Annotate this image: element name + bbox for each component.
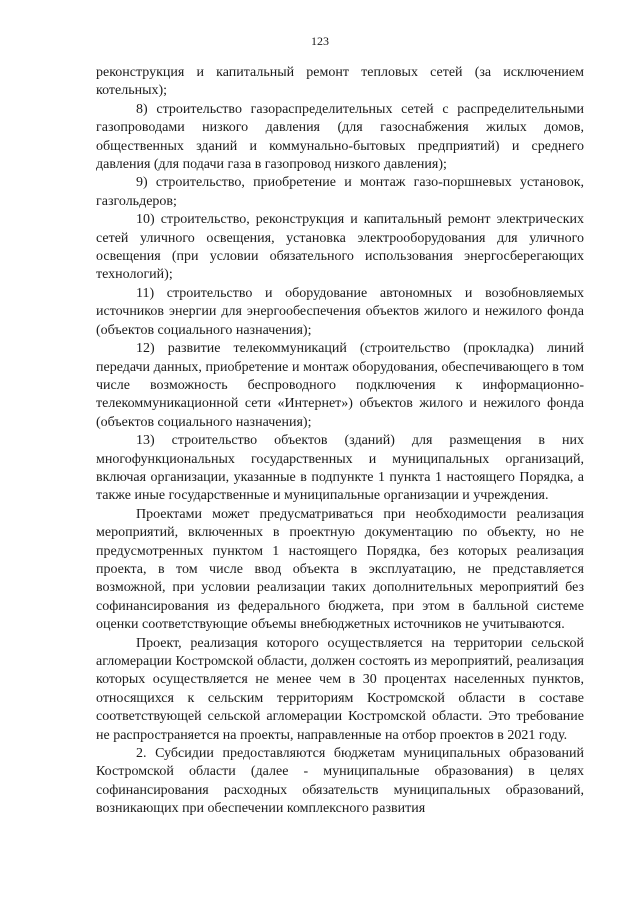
paragraph-item-8: 8) строительство газораспределительных сетей с распределительными газопроводами низкого давления (для газоснабжения жилых домов, общественных зданий и коммунально-бытовых предприятий) и среднего давления (для подачи газа в газопровод низкого давления);	[96, 101, 584, 173]
paragraph-section-2: 2. Субсидии предоставляются бюджетам муниципальных образований Костромской области (далее - муниципальные образования) в целях софинансирования расходных обязательств муниципальных образований, возникающих при обеспечении комплексного развития	[96, 746, 584, 817]
page-number: 123	[311, 34, 329, 48]
paragraph-item-13: 13) строительство объектов (зданий) для размещения в них многофункциональных государственных и муниципальных организаций, включая организации, указанные в подпункте 1 пункта 1 настоящего Порядка, а также иные государственные и муниципальные организации и учреждения.	[96, 433, 584, 504]
paragraph-additional-measures: Проектами может предусматриваться при необходимости реализация мероприятий, включенных в проектную документацию по объекту, но не предусмотренных пунктом 1 настоящего Порядка, без которых реализация проекта, в том числе ввод объекта в эксплуатацию, не представляется возможной, при условии реализации таких дополнительных мероприятий без софинансирования из федерального бюджета, при этом в балльной системе оценки соответствующие объемы внебюджетных источников не учитываются.	[96, 506, 584, 633]
paragraph-item-10: 10) строительство, реконструкция и капитальный ремонт электрических сетей уличного освещения, установка электрооборудования для уличного освещения (при условии обязательного использования энергосберегающих технологий);	[96, 212, 584, 283]
paragraph-continuation: реконструкция и капитальный ремонт тепловых сетей (за исключением котельных);	[96, 65, 584, 99]
paragraph-item-9: 9) строительство, приобретение и монтаж газо-поршневых установок, газгольдеров;	[96, 175, 584, 209]
document-body	[96, 64, 584, 819]
paragraph-agglomeration-requirement: Проект, реализация которого осуществляется на территории сельской агломерации Костромской области, должен состоять из мероприятий, реализация которых осуществляется не менее чем в 30 процентах населенных пунктов, относящихся к сельским территориям Костромской области в составе соответствующей сельской агломерации Костромской области. Это требование не распространяется на проекты, направленные на отбор проектов в 2021 году.	[96, 635, 584, 743]
paragraph-item-11: 11) строительство и оборудование автономных и возобновляемых источников энергии для энергообеспечения объектов жилого и нежилого фонда (объектов социального назначения);	[96, 285, 584, 338]
paragraph-item-12: 12) развитие телекоммуникаций (строительство (прокладка) линий передачи данных, приобретение и монтаж оборудования, обеспечивающего в том числе возможность беспроводного подключения к информационно-телекоммуникационной сети «Интернет») объектов жилого и нежилого фонда (объектов социального назначения);	[96, 341, 584, 430]
